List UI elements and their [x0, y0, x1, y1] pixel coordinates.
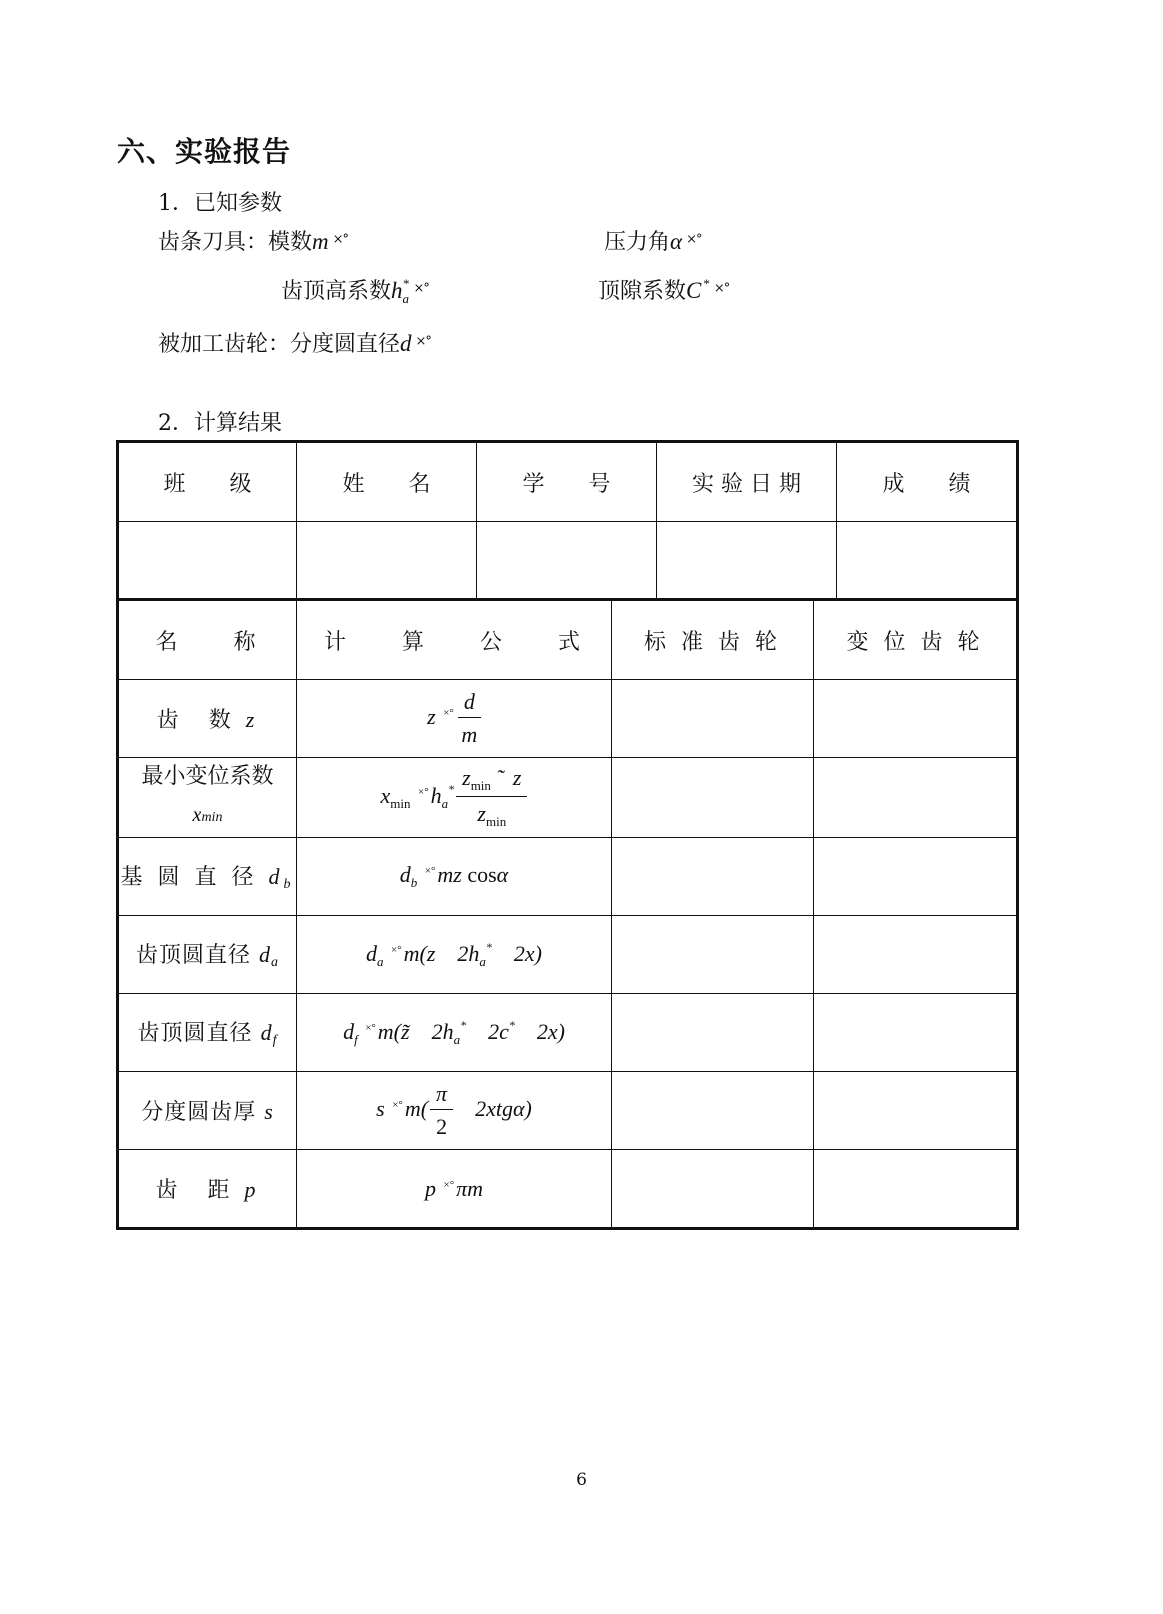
- table-row: [118, 1072, 1018, 1150]
- row-name: 基 圆 直 径 db: [118, 838, 297, 916]
- row-name: 最小变位系数 xmin: [118, 758, 297, 838]
- student-id-cell[interactable]: [477, 522, 657, 601]
- modified-gear-cell[interactable]: [814, 994, 1018, 1072]
- standard-gear-cell[interactable]: [612, 680, 814, 758]
- clearance-coef-symbol: C: [686, 278, 702, 303]
- modified-gear-cell[interactable]: [814, 680, 1018, 758]
- header-modified-gear: 变 位 齿 轮: [814, 600, 1018, 680]
- formula-pitch: p ×°πm: [297, 1150, 612, 1229]
- header-standard-gear: 标 准 齿 轮: [612, 600, 814, 680]
- clearance-coef-superscript: *: [703, 276, 710, 291]
- header-date: 实 验 日 期: [657, 442, 837, 522]
- formula-dedendum-diameter: $d_f$ ×°m(z̃ $2h_a^*$ 2c* 2x): [297, 994, 612, 1072]
- row-name: 齿顶圆直径 da: [118, 916, 297, 994]
- date-cell[interactable]: [657, 522, 837, 601]
- formula-min-shift: $x_{min}$ $^{\times^\circ}h_a^*$ $\frac{z_{min} ̃ z}{z_{min}}$: [297, 758, 612, 838]
- addendum-coef-label: 齿顶高系数: [281, 279, 392, 304]
- known-params-title: 1．已知参数: [158, 191, 282, 216]
- addendum-coef-symbol: h: [391, 278, 403, 303]
- standard-gear-cell[interactable]: [612, 916, 814, 994]
- module-symbol: m: [312, 229, 329, 254]
- modified-gear-cell[interactable]: [814, 916, 1018, 994]
- modified-gear-cell[interactable]: [814, 1150, 1018, 1229]
- table-row: [118, 1150, 1018, 1229]
- header-grade: 成 绩: [837, 442, 1018, 522]
- row-name: 分度圆齿厚 s: [118, 1072, 297, 1150]
- table-row: [118, 758, 1018, 838]
- calculation-table: [116, 598, 1019, 1230]
- section-heading: 六、实验报告: [117, 135, 292, 168]
- table-row: [118, 916, 1018, 994]
- formula-tooth-thickness: s ×°m( $\frac{\pi}{2}$ 2xtgα): [297, 1072, 612, 1150]
- class-cell[interactable]: [118, 522, 297, 601]
- standard-gear-cell[interactable]: [612, 994, 814, 1072]
- header-formula: 计 算 公 式: [297, 600, 612, 680]
- name-cell[interactable]: [297, 522, 477, 601]
- standard-gear-cell[interactable]: [612, 758, 814, 838]
- eq-mark: ×°: [332, 232, 349, 247]
- modified-gear-cell[interactable]: [814, 1072, 1018, 1150]
- standard-gear-cell[interactable]: [612, 1072, 814, 1150]
- rack-module-label: 齿条刀具：模数: [158, 230, 313, 255]
- formula-addendum-diameter: $d_a$ ×°m(z $2h_a^*$ 2x): [297, 916, 612, 994]
- addendum-coef-line: [281, 274, 429, 307]
- gear-diameter-symbol: d: [400, 331, 412, 356]
- row-name: 齿 数 z: [118, 680, 297, 758]
- results-title: 2．计算结果: [158, 411, 282, 436]
- eq-mark: ×°: [686, 232, 702, 247]
- grade-cell[interactable]: [837, 522, 1018, 601]
- pressure-angle-symbol: α: [670, 229, 683, 254]
- gear-diameter-label: 被加工齿轮：分度圆直径: [158, 332, 401, 357]
- table-row: [118, 994, 1018, 1072]
- page-number: 6: [576, 1470, 587, 1490]
- pressure-angle-label: 压力角: [604, 230, 671, 255]
- clearance-coef-label: 顶隙系数: [598, 279, 687, 304]
- header-student-id: 学 号: [477, 442, 657, 522]
- standard-gear-cell[interactable]: [612, 838, 814, 916]
- header-item-name: 名 称: [118, 600, 297, 680]
- table-row: [118, 838, 1018, 916]
- row-name: 齿顶圆直径 df: [118, 994, 297, 1072]
- eq-mark: ×°: [713, 281, 730, 296]
- gear-diameter-line: [158, 327, 431, 358]
- table-row: [118, 680, 1018, 758]
- modified-gear-cell[interactable]: [814, 758, 1018, 838]
- addendum-coef-subscript: a: [402, 291, 410, 306]
- pressure-angle-line: [604, 225, 702, 256]
- formula-base-diameter: $d_b$ ×°mz cosα: [297, 838, 612, 916]
- rack-module-line: [158, 225, 348, 256]
- standard-gear-cell[interactable]: [612, 1150, 814, 1229]
- clearance-coef-line: [598, 274, 729, 305]
- eq-mark: ×°: [413, 281, 429, 296]
- header-class: 班 级: [118, 442, 297, 522]
- formula-teeth-number: z ×° $\frac{d}{m}$: [297, 680, 612, 758]
- modified-gear-cell[interactable]: [814, 838, 1018, 916]
- header-name: 姓 名: [297, 442, 477, 522]
- student-info-table: [116, 440, 1019, 601]
- eq-mark: ×°: [415, 334, 431, 349]
- addendum-coef-superscript: *: [403, 276, 410, 291]
- row-name: 齿 距 p: [118, 1150, 297, 1229]
